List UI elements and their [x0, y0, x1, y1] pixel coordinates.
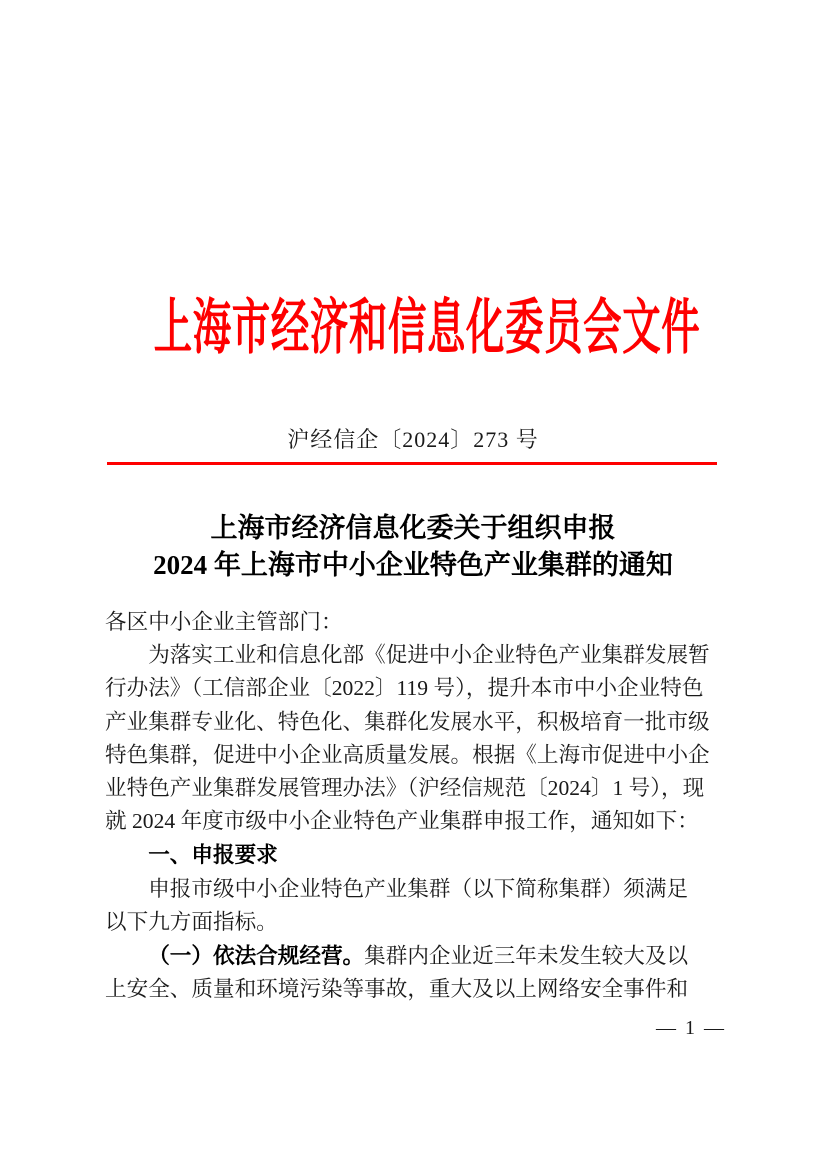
body-line-text: 就 2024 年度市级中小企业特色产业集群申报工作，通知如下：: [105, 809, 699, 834]
document-reference-number: 沪经信企〔2024〕273 号: [287, 427, 539, 452]
body-line: [105, 805, 721, 838]
agency-letterhead-text: 上海市经济和信息化委员会文件: [153, 295, 701, 361]
body-line: [105, 772, 721, 805]
body-line: [105, 906, 721, 939]
body-line: [105, 606, 721, 639]
body-line: [105, 973, 721, 1006]
body-line: [105, 672, 721, 705]
body-line-text: 各区中小企业主管部门：: [105, 610, 343, 634]
page-number: — 1 —: [656, 1017, 726, 1039]
body-line: [105, 939, 721, 973]
body-line: [105, 639, 721, 672]
body-line-text: 产业集群专业化、特色化、集群化发展水平，积极培育一批市级: [105, 709, 710, 734]
body-line-text: 业特色产业集群发展管理办法》（沪经信规范〔2024〕1 号），现: [105, 776, 705, 801]
body-line-text: 上安全、质量和环境污染等事故，重大及以上网络安全事件和: [105, 977, 689, 1002]
body-text: [105, 606, 721, 1006]
body-line-text: 特色集群，促进中小企业高质量发展。根据《上海市促进中小企: [105, 742, 710, 767]
body-line: [105, 739, 721, 772]
body-line-text: 申报市级中小企业特色产业集群（以下简称集群）须满足: [148, 876, 689, 901]
body-line: [105, 873, 721, 906]
notice-title-line2: 2024 年上海市中小企业特色产业集群的通知: [153, 550, 673, 580]
agency-letterhead: [0, 294, 826, 362]
body-line-text: 集群内企业近三年未发生较大及以: [364, 944, 689, 969]
body-line-text: 行办法》（工信部企业〔2022〕119 号），提升本市中小企业特色: [105, 676, 704, 701]
body-line-text: 为落实工业和信息化部《促进中小企业特色产业集群发展暂: [148, 643, 710, 668]
notice-title: [0, 510, 826, 584]
body-line: [105, 706, 721, 739]
notice-title-line1: 上海市经济信息化委关于组织申报: [210, 513, 616, 543]
letterhead-divider-rule: [107, 462, 717, 465]
body-line-text: 以下九方面指标。: [105, 909, 278, 934]
section-heading: （一）依法合规经营。: [148, 943, 365, 969]
body-line: [105, 838, 721, 872]
section-heading: 一、申报要求: [148, 842, 278, 868]
